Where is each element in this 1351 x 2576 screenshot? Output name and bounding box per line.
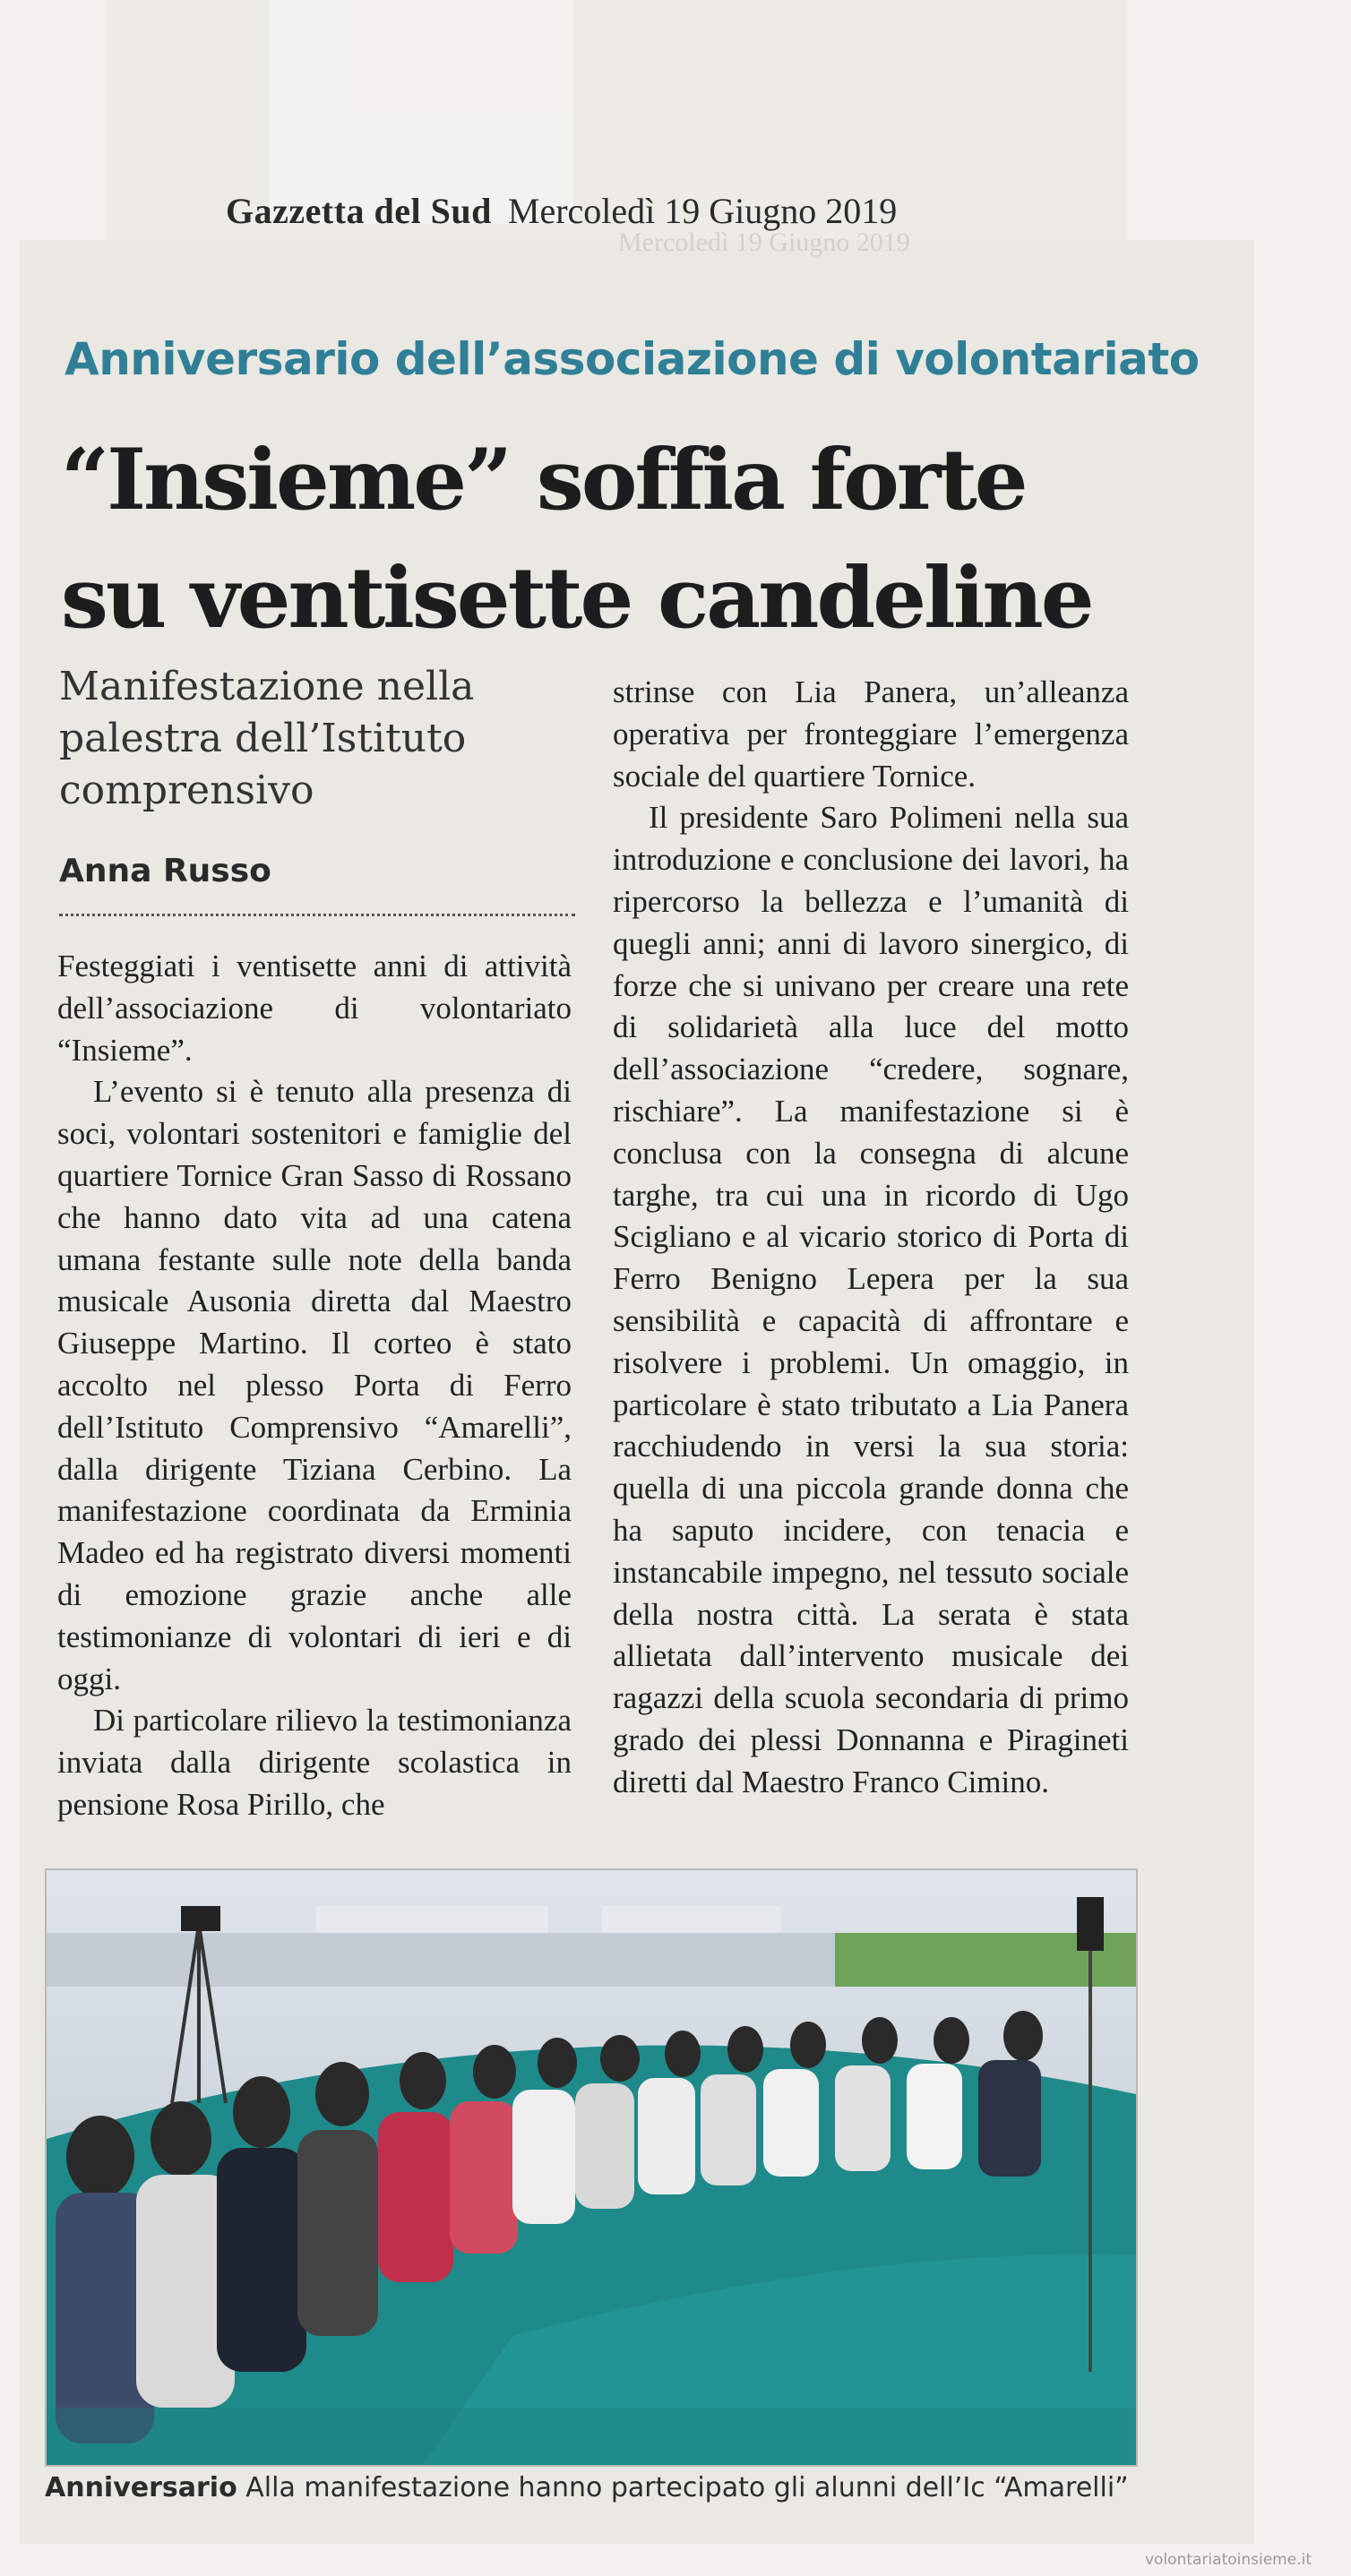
event-photo-illustration: [47, 1870, 1136, 2465]
author-divider: [59, 914, 575, 916]
body-column-2: [613, 672, 1129, 1804]
article-subhead: Manifestazione nella palestra dell’Istituto comprensivo: [59, 664, 475, 813]
paragraph: L’evento si è tenuto alla presenza di soci, volontari sostenitori e famiglie del quartiere Tornice Gran Sasso di Rossano che hanno dato vita ad una catena umana festante sulle note della banda musicale Ausonia diretta dal Maestro Giuseppe Martino. Il corteo è stato accolto nel plesso Porta di Ferro dell’Istituto Comprensivo “Amarelli”, dalla dirigente Tiziana Cerbino. La manifestazione coordinata da Erminia Madeo ed ha registrato diversi momenti di emozione grazie anche alle testimonianze di volontari di ieri e di oggi.: [57, 1074, 572, 1696]
article-headline: [61, 421, 1172, 657]
paragraph: Il presidente Saro Polimeni nella sua introduzione e conclusione dei lavori, ha ripercorso la bellezza e l’umanità di quegli anni; anni di lavoro sinergico, di forze che si univano per creare una rete di solidarietà alla luce del motto dell’associazione “credere, sognare, rischiare”. La manifestazione si è conclusa con la consegna di alcune targhe, tra cui una in ricordo di Ugo Scigliano e al vicario storico di Porta di Ferro Benigno Lepera per la sua sensibilità e capacità di affrontare e risolvere i problemi. Un omaggio, in particolare è stato tributato a Lia Panera racchiudendo in versi la sua storia: quella di una piccola grande donna che ha saputo incidere, con tenacia e instancabile impegno, nel tessuto sociale della nostra città. La serata è stata allietata dall’intervento musicale dei ragazzi della scuola secondaria di primo grado dei plessi Donnanna e Piragineti diretti dal Maestro Franco Cimino.: [613, 800, 1129, 1799]
bleed-through-date: Mercoledì 19 Giugno 2019: [618, 228, 910, 257]
article-author: Anna Russo: [59, 853, 271, 889]
article-kicker: Anniversario dell’associazione di volontariato: [65, 333, 1200, 385]
paragraph: strinse con Lia Panera, un’alleanza operativa per fronteggiare l’emergenza sociale del quartiere Tornice.: [613, 674, 1129, 794]
body-column-1: [57, 946, 572, 1826]
paragraph: Festeggiati i ventisette anni di attività dell’associazione di volontariato “Insieme”.: [57, 949, 572, 1068]
caption-text: Alla manifestazione hanno partecipato gli alunni dell’Ic “Amarelli”: [245, 2472, 1129, 2503]
caption-lead: Anniversario: [45, 2472, 237, 2503]
headline-line-1: “Insieme” soffia forte: [61, 431, 1026, 529]
website-watermark: volontariatoinsieme.it: [1145, 2551, 1312, 2569]
headline-line-2: su ventisette candeline: [61, 549, 1092, 648]
issue-date: Mercoledì 19 Giugno 2019: [507, 191, 898, 231]
newspaper-name: Gazzetta del Sud: [226, 191, 492, 231]
masthead: [226, 190, 1032, 232]
article-photo: [45, 1868, 1138, 2467]
paragraph: Di particolare rilievo la testimonianza inviata dalla dirigente scolastica in pensione Rosa Pirillo, che: [57, 1703, 572, 1822]
photo-caption: [45, 2472, 1174, 2503]
